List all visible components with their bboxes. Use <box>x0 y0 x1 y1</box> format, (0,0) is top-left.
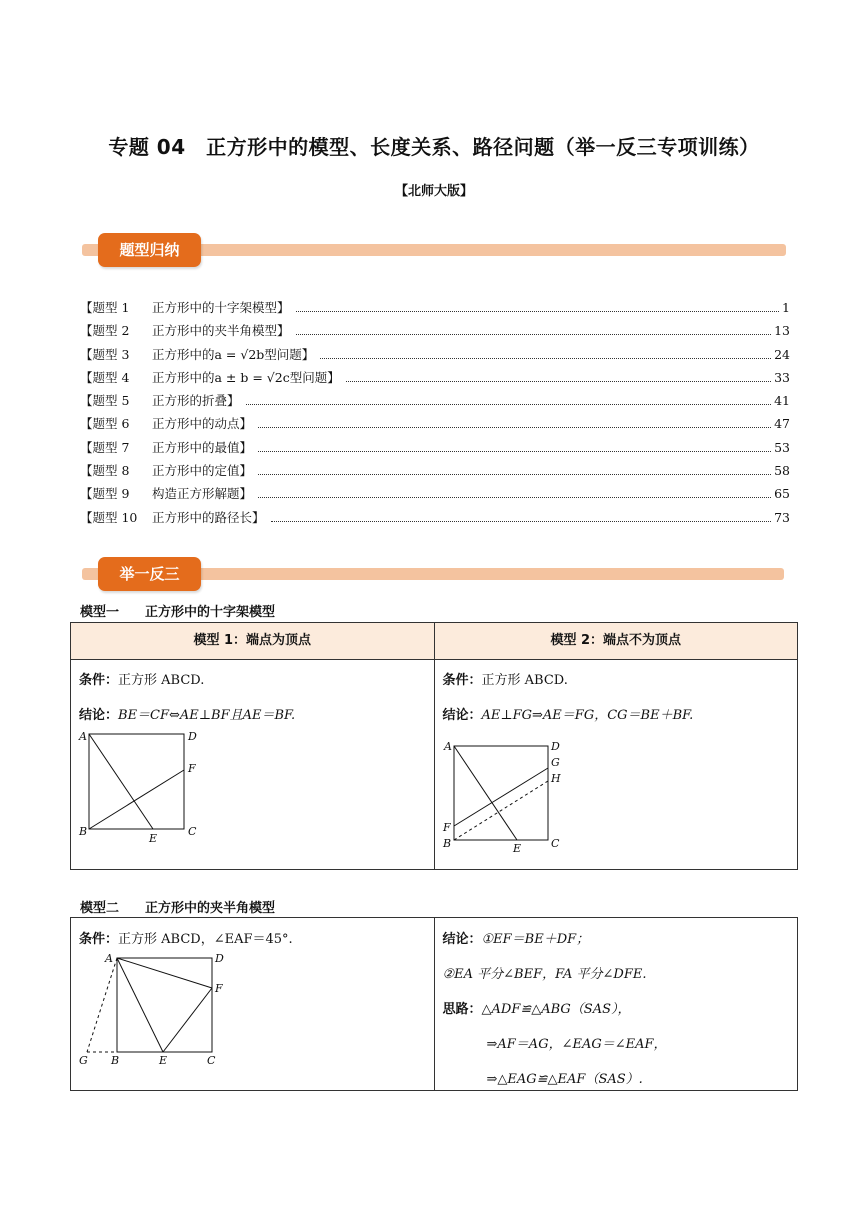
toc-label: 正方形中的a = √2b型问题】 <box>152 346 315 362</box>
toc-page: 53 <box>774 439 790 455</box>
fig-label: F <box>188 762 196 775</box>
idea-label: 思路： <box>442 1002 482 1017</box>
conclusion-label: 结论： <box>442 932 482 947</box>
toc-dots <box>296 334 772 335</box>
fig-label: B <box>79 825 88 838</box>
toc-page: 33 <box>774 369 790 385</box>
idea-1: △ADF≌△ABG（SAS）， <box>481 1002 631 1017</box>
page-title: 专题 04 正方形中的模型、长度关系、路径问题（举一反三专项训练） <box>108 135 760 159</box>
model1-right-cell <box>434 660 798 870</box>
section-badge-1: 题型归纳 <box>98 233 201 267</box>
toc-item[interactable] <box>80 298 790 321</box>
toc-page: 13 <box>774 323 790 339</box>
model2-right-cell <box>434 918 798 1091</box>
toc-page: 47 <box>774 416 790 432</box>
toc-item[interactable] <box>80 391 790 414</box>
toc-tag: 【题型 9 <box>80 486 130 502</box>
toc-item[interactable] <box>80 321 790 344</box>
idea-3: ⇒△EAG≌△EAF（SAS）. <box>486 1072 643 1087</box>
model1-right-header-cell <box>434 623 798 660</box>
model1-left-header: 模型 1：端点为顶点 <box>71 623 434 659</box>
toc-dots <box>320 358 771 359</box>
fig-label: F <box>442 821 451 834</box>
toc-page: 58 <box>774 463 790 479</box>
toc-item[interactable] <box>80 484 790 507</box>
figure-cross-model-general <box>435 660 798 869</box>
toc-dots <box>246 404 772 405</box>
condition-text: 正方形 ABCD，∠EAF＝45°. <box>118 932 293 947</box>
fig-label: D <box>550 740 560 753</box>
model2-left-cell <box>71 918 435 1091</box>
toc-item[interactable] <box>80 368 790 391</box>
toc-dots <box>346 381 771 382</box>
toc-dots <box>258 451 771 452</box>
toc-label: 正方形的折叠】 <box>152 393 240 409</box>
toc-item[interactable] <box>80 508 790 531</box>
toc-label: 正方形中的十字架模型】 <box>152 300 290 315</box>
conclusion-label: 结论： <box>79 708 119 723</box>
toc-tag: 【题型 4 <box>80 369 130 385</box>
toc-tag: 【题型 8 <box>80 463 130 479</box>
model1-table <box>70 622 798 870</box>
fig-label: C <box>550 837 559 850</box>
toc-page: 41 <box>774 393 790 409</box>
fig-label: D <box>215 952 224 965</box>
toc-tag: 【题型 6 <box>80 416 130 432</box>
toc-label: 构造正方形解题】 <box>152 486 253 502</box>
condition-label: 条件： <box>79 673 119 688</box>
figure-cross-model-vertex <box>71 660 434 869</box>
idea-2: ⇒AF＝AG，∠EAG＝∠EAF， <box>486 1037 667 1052</box>
toc-item[interactable] <box>80 438 790 461</box>
fig-label: E <box>159 1054 168 1067</box>
toc-page: 65 <box>774 486 790 502</box>
toc-dots <box>258 427 771 428</box>
toc-label: 正方形中的a ± b = √2c型问题】 <box>152 369 340 385</box>
toc-label: 正方形中的动点】 <box>152 416 253 432</box>
fig-label: B <box>111 1054 120 1067</box>
model1-right-header: 模型 2：端点不为顶点 <box>435 623 798 659</box>
conclusion-text: AE⊥FG⇒AE＝FG，CG＝BE＋BF. <box>481 708 694 723</box>
model2-heading: 模型二 正方形中的夹半角模型 <box>80 901 276 916</box>
toc-item[interactable] <box>80 461 790 484</box>
toc-label: 正方形中的路径长】 <box>152 509 265 525</box>
toc-page: 24 <box>774 346 790 362</box>
toc-tag: 【题型 2 <box>80 323 130 339</box>
model2-table <box>70 917 798 1091</box>
conclusion-text: BE＝CF⇔AE⊥BF且AE＝BF. <box>118 708 296 723</box>
fig-label: G <box>550 756 560 769</box>
toc-label: 正方形中的定值】 <box>152 463 253 479</box>
toc-label: 正方形中的夹半角模型】 <box>152 323 290 339</box>
condition-text: 正方形 ABCD. <box>118 673 205 688</box>
toc-dots <box>271 521 772 522</box>
fig-label: D <box>188 730 197 743</box>
fig-label: A <box>443 740 452 753</box>
toc-tag: 【题型 3 <box>80 346 130 362</box>
toc-tag: 【题型 7 <box>80 439 130 455</box>
toc-dots <box>258 474 771 475</box>
fig-label: B <box>442 837 451 850</box>
table-of-contents <box>80 298 790 531</box>
conclusion-label: 结论： <box>442 708 482 723</box>
toc-label: 正方形中的最值】 <box>152 439 253 455</box>
condition-text: 正方形 ABCD. <box>481 673 568 688</box>
figure-half-angle-model <box>71 918 434 1090</box>
toc-tag: 【题型 1 <box>80 300 130 315</box>
fig-label: F <box>215 982 223 995</box>
fig-label: A <box>79 730 87 743</box>
toc-tag: 【题型 10 <box>80 509 138 525</box>
fig-label: E <box>149 832 158 845</box>
toc-dots <box>296 311 780 312</box>
condition-label: 条件： <box>442 673 482 688</box>
fig-label: H <box>550 772 561 785</box>
section-badge-2: 举一反三 <box>98 557 201 591</box>
model1-heading: 模型一 正方形中的十字架模型 <box>80 605 276 620</box>
toc-item[interactable] <box>80 414 790 437</box>
toc-item[interactable] <box>80 345 790 368</box>
model1-left-header-cell <box>71 623 435 660</box>
page-subtitle: 【北师大版】 <box>394 184 473 199</box>
toc-dots <box>258 497 771 498</box>
fig-label: C <box>188 825 197 838</box>
fig-label: E <box>512 842 521 855</box>
toc-tag: 【题型 5 <box>80 393 130 409</box>
fig-label: G <box>79 1054 88 1067</box>
conclusion-2: ②EA 平分∠BEF，FA 平分∠DFE. <box>442 967 647 982</box>
model1-left-cell <box>71 660 435 870</box>
toc-page: 1 <box>782 300 790 315</box>
fig-label: C <box>207 1054 216 1067</box>
conclusion-1: ①EF＝BE＋DF； <box>481 932 590 947</box>
fig-label: A <box>105 952 113 965</box>
toc-page: 73 <box>774 509 790 525</box>
condition-label: 条件： <box>79 932 119 947</box>
